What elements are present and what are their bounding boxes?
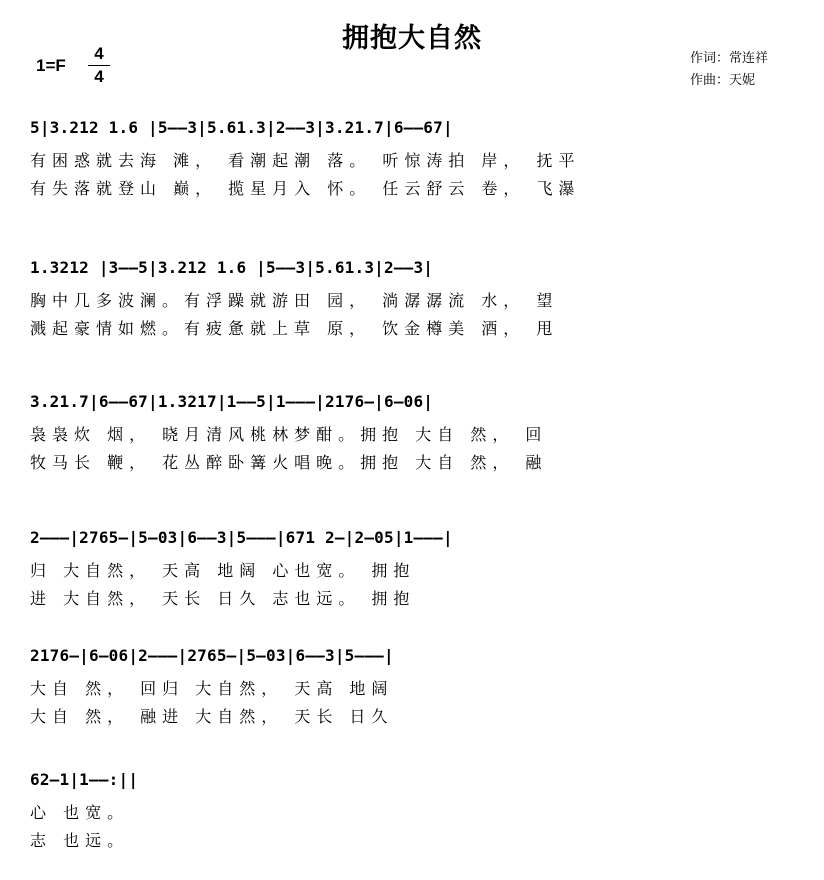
lyricist: 作词：常连祥 — [690, 51, 769, 66]
composer: 作曲：天妮 — [690, 73, 756, 88]
notation-row: 5|3.212 1.6 |5——3|5.61.3|2——3|3.21.7|6——67| — [30, 118, 453, 137]
lyrics-verse-1: 袅袅炊 烟， 晓月清风桃林梦酣。拥抱 大自 然， 回 — [30, 425, 548, 444]
notation-row: 62—1|1——:|| — [30, 770, 139, 789]
notation-row: 1.3212 |3——5|3.212 1.6 |5——3|5.61.3|2——3| — [30, 258, 434, 277]
lyrics-verse-1: 胸中几多波澜。有浮躁就游田 园， 淌潺潺流 水， 望 — [30, 291, 559, 310]
key-signature: 1=F — [36, 56, 66, 75]
song-title: 拥抱大自然 — [342, 23, 482, 54]
time-signature — [88, 44, 110, 87]
lyrics-verse-2: 大自 然， 融进 大自然， 天长 日久 — [30, 707, 394, 726]
lyrics-verse-2: 进 大自然， 天长 日久 志也远。 拥抱 — [30, 589, 416, 608]
lyrics-verse-2: 志 也远。 — [30, 831, 130, 850]
time-signature-top: 4 — [94, 44, 104, 63]
notation-row: 2176—|6—06|2———|2765—|5—03|6——3|5———| — [30, 646, 394, 665]
lyrics-verse-2: 有失落就登山 巅， 揽星月入 怀。 任云舒云 卷， 飞瀑 — [30, 179, 581, 198]
lyrics-verse-1: 大自 然， 回归 大自然， 天高 地阔 — [30, 679, 394, 698]
lyrics-verse-1: 有困惑就去海 滩， 看潮起潮 落。 听惊涛拍 岸， 抚平 — [30, 151, 581, 170]
lyrics-verse-2: 溅起豪情如燃。有疲惫就上草 原， 饮金樽美 酒， 甩 — [30, 319, 559, 338]
lyrics-verse-1: 心 也宽。 — [30, 803, 130, 822]
notation-row: 3.21.7|6——67|1.3217|1——5|1———|2176—|6—06| — [30, 392, 434, 411]
credits — [690, 48, 768, 92]
lyrics-verse-1: 归 大自然， 天高 地阔 心也宽。 拥抱 — [30, 561, 416, 580]
notation-row: 2———|2765—|5—03|6——3|5———|671 2—|2—05|1———| — [30, 528, 453, 547]
lyrics-verse-2: 牧马长 鞭， 花丛醉卧篝火唱晚。拥抱 大自 然， 融 — [30, 453, 548, 472]
time-signature-bottom: 4 — [94, 67, 104, 86]
